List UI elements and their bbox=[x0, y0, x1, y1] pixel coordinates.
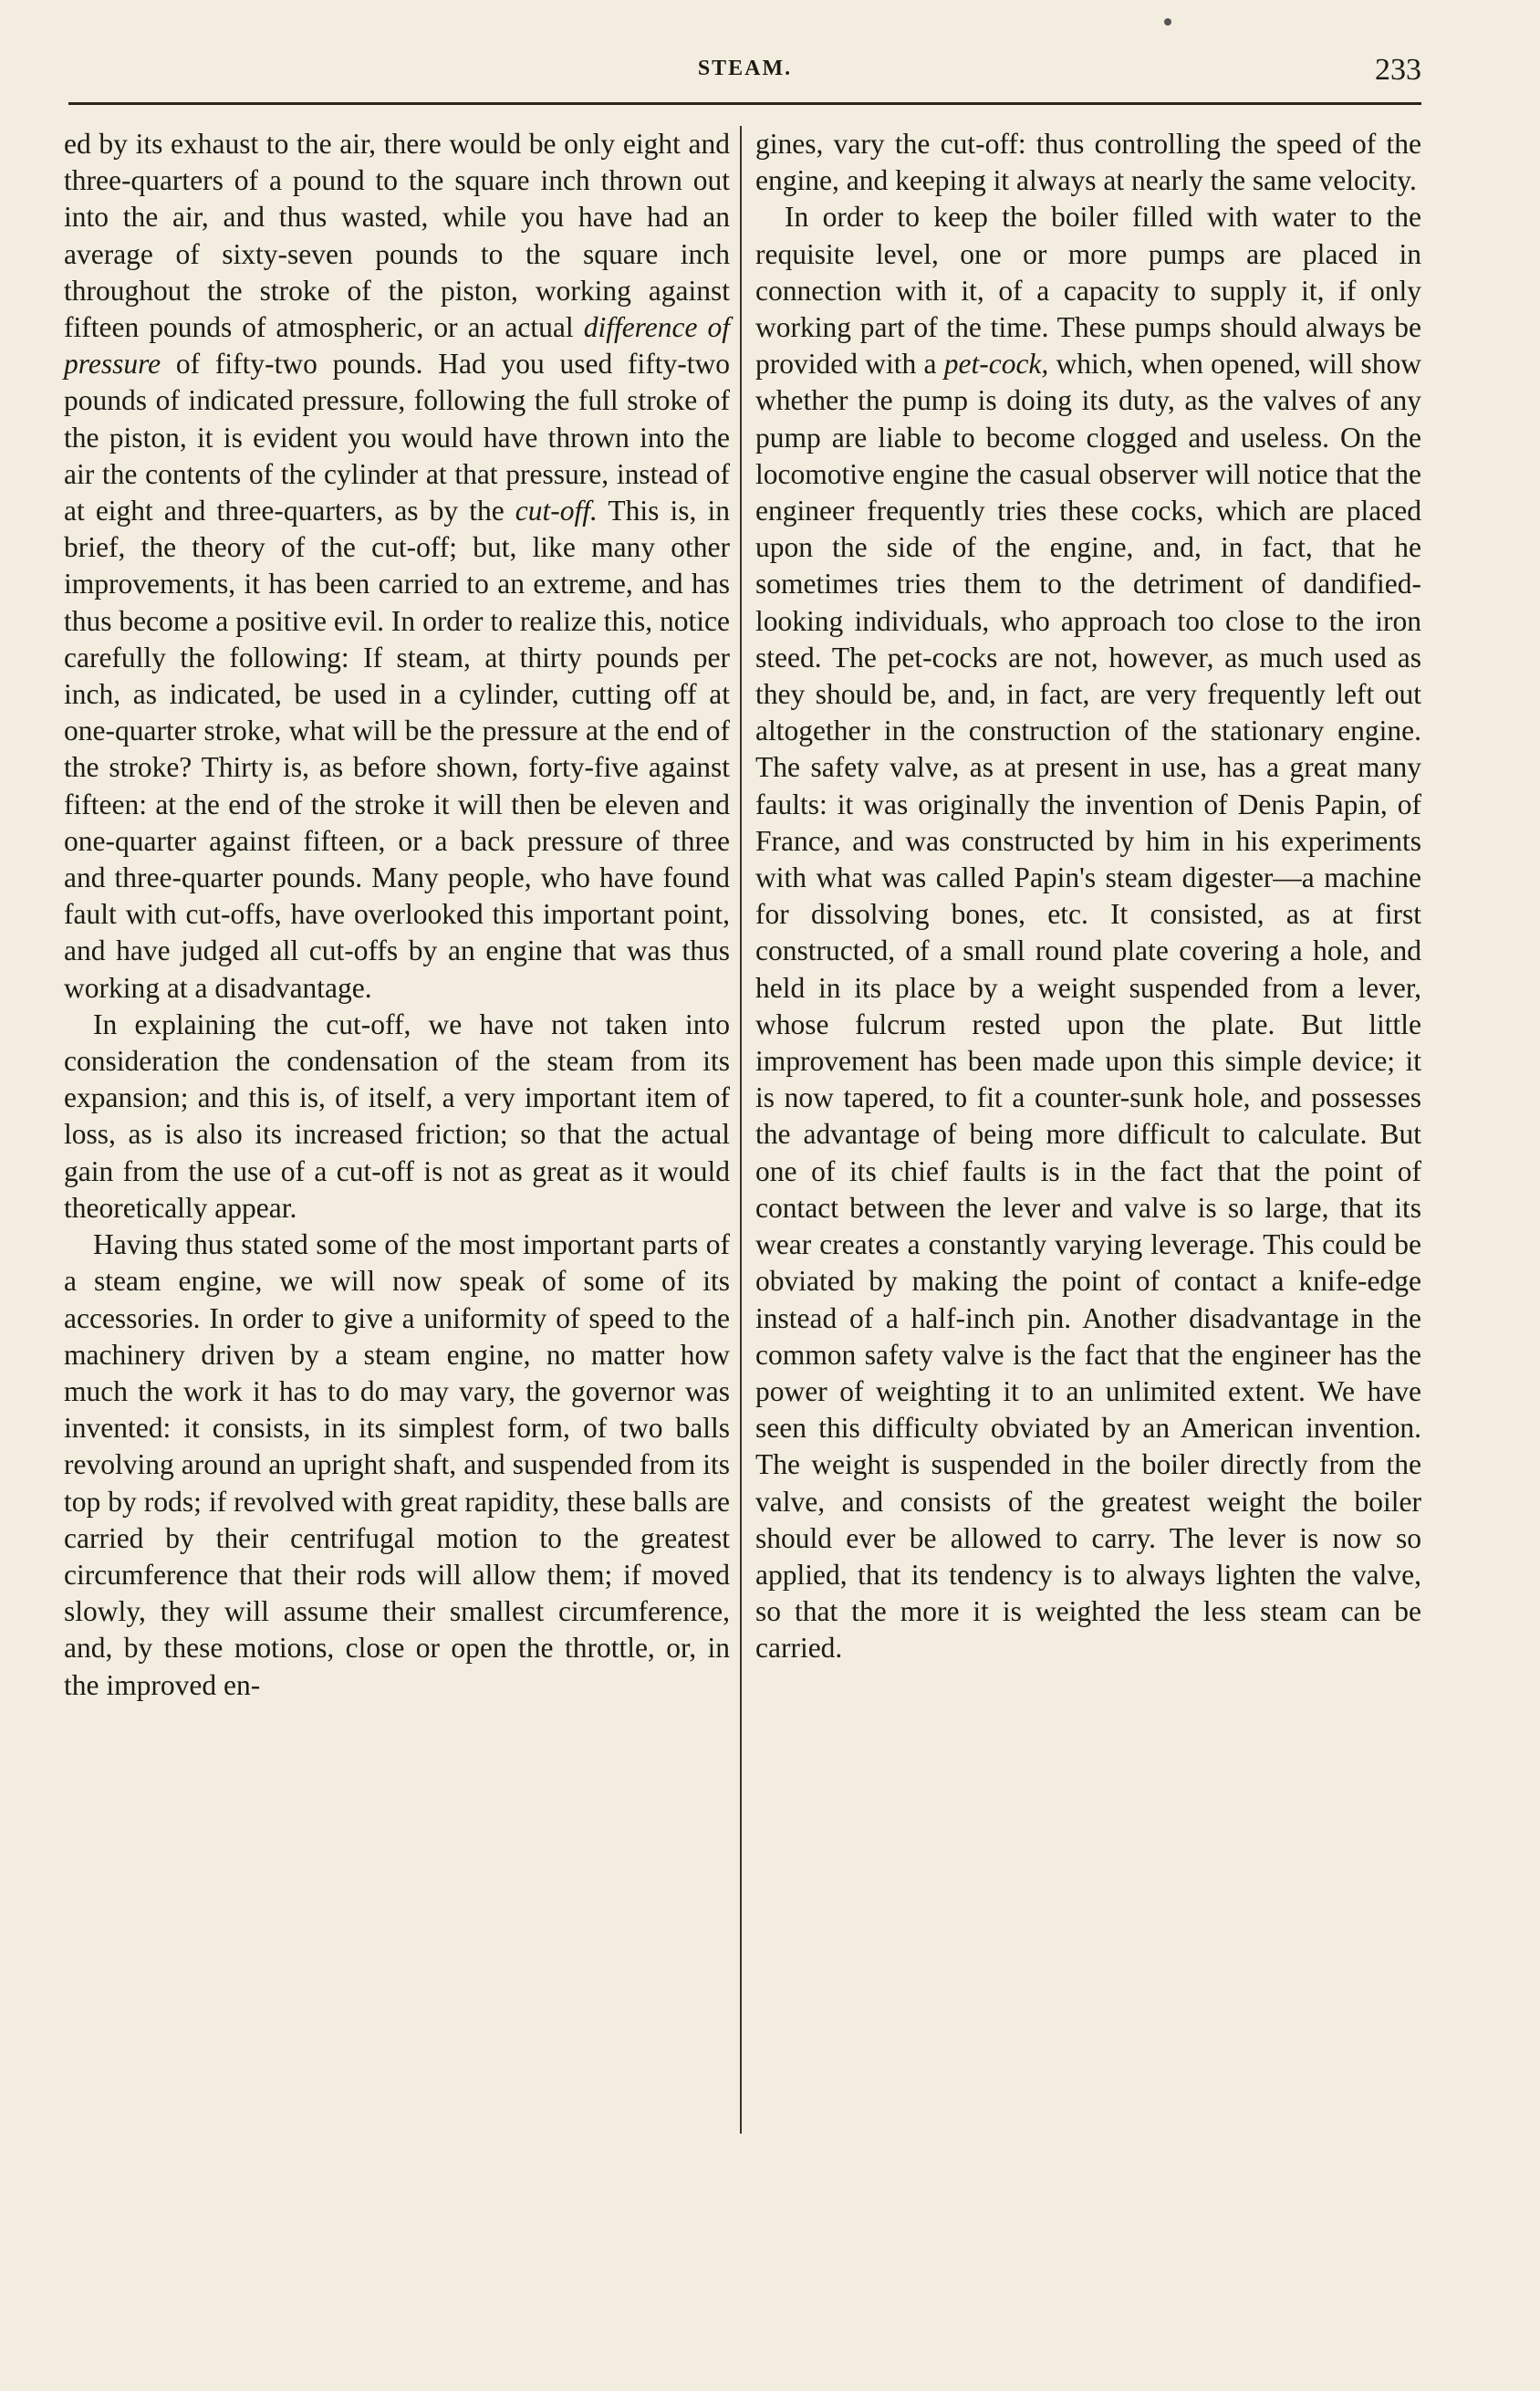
page-number: 233 bbox=[1375, 53, 1421, 87]
right-column bbox=[755, 126, 1421, 1667]
text-run: which, when opened, will show whether the pump is doing its duty, as the valves of any pump are liable to become clogged and useless. On the locomotive engine the casual observer will notice that the engineer frequently tries these cocks, which are placed upon the side of the engine, and, in fact, that he sometimes tries them to the detriment of dandified-looking individuals, who approach too close to the iron steed. The pet-cocks are not, however, as much used as they should be, and, in fact, are very frequently left out altogether in the construction of the stationary engine. The safety valve, as at present in use, has a great many faults: it was originally the invention of Denis Papin, of France, and was constructed by him in his experiments with what was called Papin's steam digester—a machine for dissolving bones, etc. It consisted, as at first constructed, of a small round plate covering a hole, and held in its place by a weight suspended from a lever, whose fulcrum rested upon the plate. But little improvement has been made upon this simple device; it is now tapered, to fit a counter-sunk hole, and possesses the advantage of being more difficult to calculate. But one of its chief faults is in the fact that the point of contact between the lever and valve is so large, that its wear creates a constantly varying leverage. This could be obviated by making the point of contact a knife-edge instead of a half-inch pin. Another disadvantage in the common safety valve is the fact that the engineer has the power of weighting it to an unlimited extent. We have seen this difficulty obviated by an American invention. The weight is suspended in the boiler directly from the valve, and consists of the greatest weight the boiler should ever be allowed to carry. The lever is now so applied, that its tendency is to always lighten the valve, so that the more it is weighted the less steam can be carried. bbox=[755, 348, 1421, 1665]
running-head: STEAM. bbox=[697, 57, 793, 80]
right-paragraph-1: gines, vary the cut-off: thus controlling the speed of the engine, and keeping it always at nearly the same velocity. bbox=[755, 128, 1421, 197]
emphasis-cut-off: cut-off. bbox=[515, 495, 598, 527]
left-paragraph-3: Having thus stated some of the most important parts of a steam engine, we will now speak of some of its accessories. In order to give a uniformity of speed to the machinery driven by a steam engine, no matter how much the work it has to do may vary, the governor was invented: it consists, in its simplest form, of two balls revolving around an upright shaft, and suspended from its top by rods; if revolved with great rapidity, these balls are carried by their centrifugal motion to the greatest circumference that their rods will allow them; if moved slowly, they will assume their smallest circumference, and, by these motions, close or open the throttle, or, in the improved en- bbox=[64, 1228, 730, 1701]
left-paragraph-2: In explaining the cut-off, we have not taken into consideration the condensation of the steam from its expansion; and this is, of itself, a very important item of loss, as is also its increased friction; so that the actual gain from the use of a cut-off is not as great as it would theoretically appear. bbox=[64, 1008, 730, 1224]
page-header bbox=[68, 53, 1421, 100]
header-rule bbox=[68, 102, 1421, 105]
left-column bbox=[64, 126, 730, 1704]
left-paragraph-1 bbox=[64, 126, 730, 1007]
column-divider bbox=[740, 126, 742, 2134]
ink-speck bbox=[1164, 18, 1171, 26]
text-run: This is, in brief, the theory of the cut-off; but, like many other improvements, it has been carried to an extreme, and has thus become a positive evil. In order to realize this, notice carefully the following: If steam, at thirty pounds per inch, as indicated, be used in a cylinder, cutting off at one-quarter stroke, what will be the pressure at the end of the stroke? Thirty is, as before shown, forty-five against fifteen: at the end of the stroke it will then be eleven and one-quarter against fifteen, or a back pressure of three and three-quarter pounds. Many people, who have found fault with cut-offs, have overlooked this important point, and have judged all cut-offs by an engine that was thus working at a disadvantage. bbox=[64, 495, 730, 1004]
text-run: of fifty-two pounds. Had you used fifty-two pounds of indicated pressure, following the full stroke of the piston, it is evident you would have thrown into the air the contents of the cylinder at that pressure, instead of at eight and three-quarters, as by the bbox=[64, 348, 730, 527]
text-run: In order to keep the boiler filled with water to the requisite level, one or more pumps are placed in connection with it, of a capacity to supply it, if only working part of the time. These pumps should always be provided with a bbox=[755, 201, 1421, 381]
emphasis-difference-of-pressure: difference of pressure bbox=[64, 311, 730, 381]
right-paragraph-2 bbox=[755, 199, 1421, 1666]
emphasis-pet-cock: pet-cock, bbox=[943, 348, 1049, 381]
text-run: ed by its exhaust to the air, there would be only eight and three-quarters of a pound to the square inch thrown out into the air, and thus wasted, while you have had an average of sixty-seven pounds to the square inch throughout the stroke of the piston, working against fifteen pounds of atmospheric, or an actual bbox=[64, 128, 730, 344]
